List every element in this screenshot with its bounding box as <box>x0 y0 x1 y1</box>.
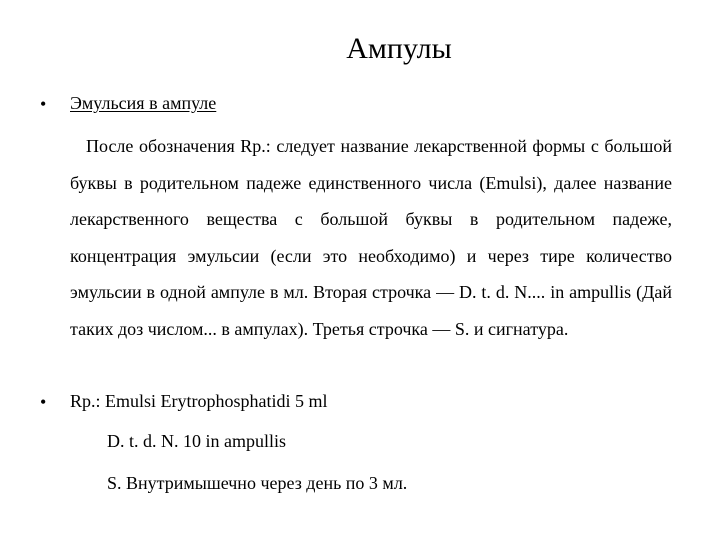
slide-title: Ампулы <box>346 32 452 65</box>
section-heading-emulsion: Эмульсия в ампуле <box>70 93 217 113</box>
prescription-dtd-line: D. t. d. N. 10 in ampullis <box>107 431 286 451</box>
section-paragraph: После обозначения Rp.: следует название лекарственной формы с большой буквы в родительном падеже единственного числа (Emulsi), далее название лекарственного вещества с большой буквы в родительном падеже, концентрация эмульсии (если это необходимо) и через тире количество эмульсии в одной ампуле в мл. Вторая строчка — D. t. d. N.... in ampullis (Дай таких доз числом... в ампулах). Третья строчка — S. и сигнатура. <box>70 136 672 339</box>
bullet-1: • <box>40 94 47 114</box>
prescription-signa-line: S. Внутримышечно через день по 3 мл. <box>107 473 408 493</box>
bullet-2: • <box>40 392 47 412</box>
prescription-rp-line: Rp.: Emulsi Erytrophosphatidi 5 ml <box>70 391 328 411</box>
